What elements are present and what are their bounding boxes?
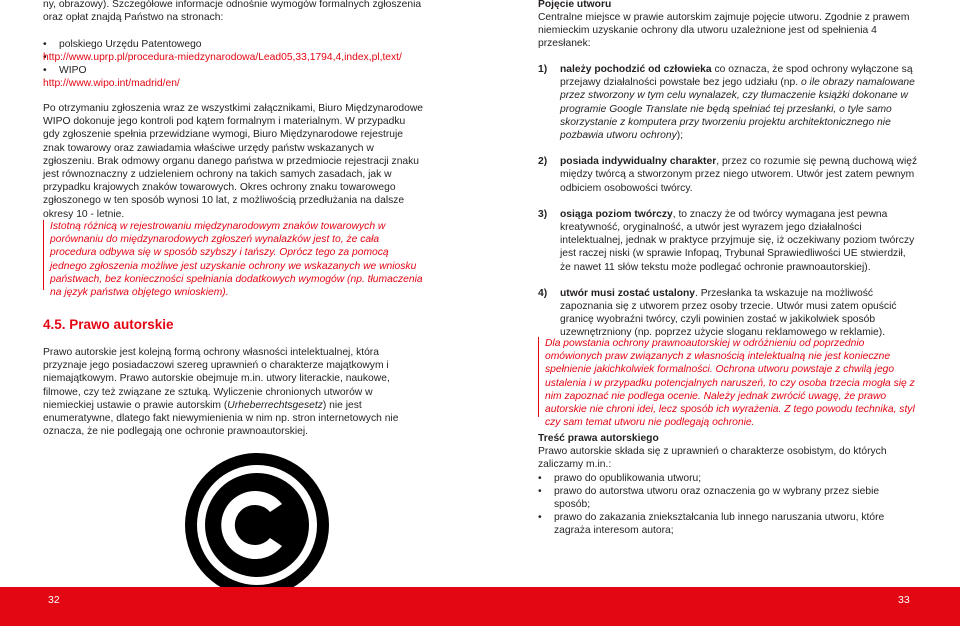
list-item: • prawo do opublikowania utworu; — [538, 472, 918, 485]
right-intro-2: Prawo autorskie składa się z uprawnień o charakterze osobistym, do których zaliczamy m.in.: — [538, 446, 887, 471]
right-heading-2: Treść prawa autorskiego — [538, 433, 659, 444]
info-box-left — [43, 220, 428, 299]
criteria-list — [538, 63, 918, 340]
item-italic: o ile obrazy namalowane przez stworzony w tym celu wynalazek, czy tłumaczenie książki dokonane w programie Google Translate nie będą spełniać tej przesłanki, o tyle samo skorzystanie z komputera przy tworzeniu projektu architektonicznego nie pozbawia utworu ochrony — [560, 77, 915, 142]
paragraph-text: ) nie jest enumeratywne, dlatego fakt niewymienienia w nim np. stron internetowych nie oznacza, że nie podlegają one ochronie prawnoautorskiej. — [43, 399, 399, 438]
paragraph-italic: Urheberrechtsgesetz — [227, 399, 323, 411]
intro-text: ny, obrazowy). Szczegółowe informacje odnośnie wymogów formalnych zgłoszenia oraz opłat znajdą Państwo na stronach: — [43, 0, 422, 24]
item-bold: utwór musi zostać ustalony — [560, 287, 696, 299]
list-item — [538, 155, 918, 195]
list-item — [43, 38, 433, 51]
footer-bar — [0, 587, 960, 626]
list-item — [538, 287, 918, 340]
paragraph-text: Prawo autorskie jest kolejną formą ochrony własności intelektualnej, która przyznaje jego posiadaczowi szereg uprawnień o charakterze majątkowym i niemajątkowym. Prawo autorskie obejmuje m.in. utwory literackie, naukowe, filmowe, czy też związane ze sztuką. Wyliczenie chronionych utworów w niemieckiej ustawie o prawie autorskim ( — [43, 347, 390, 411]
item-text: , to znaczy że od twórcy wymagana jest pewna kreatywność, oryginalność, a utwór jest wyrazem jego działalności intelektualnej, jednak w praktyce przyjmuje się, iż oczekiwany poziom twórczy jest raczej niski (w sprawie Infopaq, Trybunał Sprawiedliwości UE stwierdził, że nawet 11 słów tekstu może podlegać ochronie prawnoautorskiej). — [560, 208, 915, 273]
item-bold: należy pochodzić od człowieka — [560, 64, 712, 75]
item-bold: osiąga poziom twórczy — [560, 208, 673, 220]
paragraph — [43, 346, 423, 438]
page-number-right: 33 — [898, 594, 910, 606]
copyright-icon — [184, 452, 330, 598]
right-heading: Pojęcie utworu — [538, 0, 612, 10]
list-item: • prawo do autorstwa utworu oraz oznaczenia go w wybrany przez siebie sposób; — [538, 485, 918, 511]
item-bold: posiada indywidualny charakter — [560, 156, 717, 168]
page-number-left: 32 — [48, 594, 60, 606]
info-box-text: Dla powstania ochrony prawnoautorskiej w odróżnieniu od poprzednio omówionych praw związanych z własnością intelektualną nie jest konieczne spełnienie jakichkolwiek formalności. Ochrona utworu powstaje z chwilą jego ustalenia i w przypadku potencjalnych naruszeń, to czy osoba trzecia mogła się z nim zapoznać nie podlega ocenie. Należy jednak zwrócić uwagę, że prawo autorskie nie chroni idei, lecz sposób ich wyrażenia. Z tego powodu technika, styl czy sam temat utworu nie podlegają ochronie. — [545, 338, 915, 429]
wipo-link[interactable]: http://www.wipo.int/madrid/en/ — [43, 78, 180, 89]
item-text: . Przesłanka ta wskazuje na możliwość zapoznania się z utworem przez osoby trzecie. Utwór musi zatem opuścić granicę wyobraźni twórcy, czyli powinien zostać w jakikolwiek sposób uzewnętrzniony (np. poprzez użycie sloganu reklamowego w reklamie). — [560, 287, 897, 339]
link-label: polskiego Urzędu Patentowego — [59, 39, 202, 50]
info-box-right — [538, 337, 923, 429]
item-text: co oznacza, że spod ochrony wyłączone są przejawy działalności powstałe bez jego udziału (np. — [560, 64, 913, 89]
item-number: 2) — [538, 156, 548, 168]
paragraph — [43, 102, 423, 221]
section-heading: 4.5. Prawo autorskie — [43, 317, 174, 332]
list-item — [538, 63, 918, 142]
item-number: 4) — [538, 287, 548, 299]
list-item: • prawo do zakazania zniekształcania lub innego naruszania utworu, które zagraża interesom autora; — [538, 511, 918, 537]
item-tail: ); — [676, 130, 684, 142]
item-text: , przez co rozumie się pewną duchową więź między twórcą a stworzonym przez niego utworem. Utwór jest zatem pewnym odbiciem osobowości twórcy. — [560, 156, 918, 194]
link-label: WIPO — [59, 65, 87, 76]
info-box-text: Istotną różnicą w rejestrowaniu międzynarodowym znaków towarowych w porównaniu do międzynarodowych zgłoszeń wynalazków jest to, że cała procedura odbywa się w sposób szybszy i tańszy. Oprócz tego za pomocą jednego zgłoszenia możliwe jest uzyskanie ochrony we wskazanych we wniosku państwach, bez konieczności spełniania dodatkowych wymogów (np. tłumaczenia na język państwa objętego wnioskiem). — [50, 221, 423, 299]
link-list-2 — [43, 64, 433, 77]
right-intro: Centralne miejsce w prawie autorskim zajmuje pojęcie utworu. Zgodnie z prawem niemieckim uzyskanie ochrony dla utworu uzależnione jest od spełnienia 4 przesłanek: — [538, 12, 910, 50]
paragraph-text: Okres ochrony znaku towarowego zgłoszonego w ten sposób wynosi 10 lat, z możliwością przedłużania na dalsze okresy 10 - letnie. — [43, 182, 405, 220]
paragraph-text: Po otrzymaniu zgłoszenia wraz ze wszystkimi załącznikami, Biuro Międzynarodowe WIPO dokonuje jego kontroli pod kątem formalnym i materialnym. W przypadku gdy zgłoszenie spełnia przewidziane wymogi, Biuro Międzynarodowe rejestruje znak towarowy oraz zawiadamia właściwe urzędy państw wskazanych w zgłoszeniu. Brak odmowy organu danego państwa w przedmiocie rejestracji znaku jest równoznaczny z udzieleniem ochrony na takich samych zasadach, jak w przypadku krajowych znaków towarowych. — [43, 103, 423, 194]
item-number: 1) — [538, 64, 548, 75]
list-item — [538, 208, 918, 274]
right-section-2 — [538, 432, 918, 538]
list-item — [43, 64, 433, 77]
uprp-link[interactable]: http://www.uprp.pl/procedura-miedzynarodowa/Lead05,33,1794,4,index,pl,text/ — [43, 52, 402, 63]
link-list — [43, 38, 433, 51]
item-number: 3) — [538, 208, 548, 220]
rights-list — [538, 472, 918, 538]
